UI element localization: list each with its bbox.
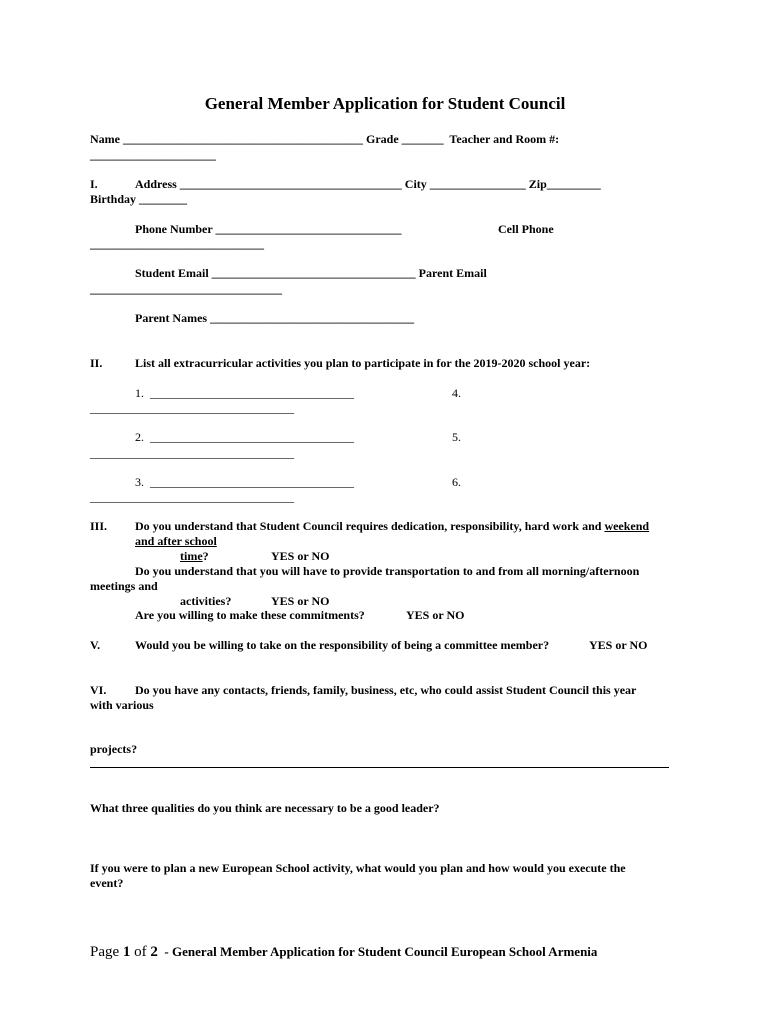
student-parent-email-row: Student Email __________________________________ Parent Email — [135, 266, 487, 280]
question-contacts: Do you have any contacts, friends, family, business, etc, who could assist Student Council this year — [135, 683, 637, 697]
activity-4-label: 4. — [452, 386, 461, 400]
question-commitments-answer: YES or NO — [406, 608, 465, 622]
section-6-number: VI. — [90, 683, 107, 697]
footer-document-name: - General Member Application for Student Council European School Armenia — [157, 944, 598, 959]
section-3-number: III. — [90, 519, 108, 533]
activity-4-field-continuation: __________________________________ — [90, 401, 294, 415]
parent-email-field-continuation: ________________________________ — [90, 282, 282, 296]
section-5-number: V. — [90, 638, 101, 652]
teacher-room-field-continuation: _____________________ — [90, 148, 216, 162]
address-city-zip-row: Address _____________________________________ City ________________ Zip_________ — [135, 177, 601, 191]
activity-1-field: 1. __________________________________ — [135, 386, 354, 400]
question-committee-answer: YES or NO — [589, 638, 648, 652]
activity-6-label: 6. — [452, 475, 461, 489]
name-grade-teacher-row: Name ________________________________________ Grade _______ Teacher and Room #: — [90, 132, 560, 146]
birthday-field: Birthday ________ — [90, 192, 188, 206]
document-title: General Member Application for Student Council — [204, 94, 566, 113]
question-committee: Would you be willing to take on the responsibility of being a committee member? — [135, 638, 550, 652]
activity-3-field: 3. __________________________________ — [135, 475, 354, 489]
time-underlined-word: time — [180, 549, 203, 563]
section-2-number: II. — [90, 356, 103, 370]
question-commitments: Are you willing to make these commitments? — [135, 608, 365, 622]
projects-answer-line — [90, 767, 669, 768]
question-transportation-answer: YES or NO — [271, 594, 330, 608]
time-question-mark: ? — [202, 549, 209, 563]
question-plan-activity: If you were to plan a new European School activity, what would you plan and how would you execute the — [90, 861, 626, 875]
question-transportation: Do you understand that you will have to provide transportation to and from all morning/afternoon — [135, 564, 640, 578]
section-2-question: List all extracurricular activities you plan to participate in for the 2019-2020 school year: — [135, 356, 591, 370]
activity-6-field-continuation: __________________________________ — [90, 490, 294, 504]
question-dedication — [135, 519, 649, 534]
question-contacts-projects: projects? — [90, 742, 138, 756]
weekend-underlined-word: weekend — [604, 519, 650, 533]
phone-number-field: Phone Number _______________________________ — [135, 222, 402, 236]
time-line — [180, 549, 209, 564]
footer-page-number: 1 — [122, 944, 131, 960]
page-footer — [90, 943, 597, 961]
activity-5-field-continuation: __________________________________ — [90, 446, 294, 460]
activity-2-field: 2. __________________________________ — [135, 430, 354, 444]
question-transportation-line-3: activities? — [180, 594, 232, 608]
parent-names-field: Parent Names __________________________________ — [135, 311, 415, 325]
footer-of-word: of — [130, 944, 151, 960]
question-dedication-line-2: and after school — [135, 534, 217, 548]
cell-phone-label: Cell Phone — [498, 222, 554, 236]
question-contacts-line-2: with various — [90, 698, 154, 712]
footer-page-word: Page — [90, 944, 123, 960]
question-dedication-answer: YES or NO — [271, 549, 330, 563]
question-transportation-line-2: meetings and — [90, 579, 158, 593]
cell-phone-field-continuation: _____________________________ — [90, 237, 264, 251]
activity-5-label: 5. — [452, 430, 461, 444]
question-plan-activity-line-2: event? — [90, 876, 124, 890]
section-1-number: I. — [90, 177, 98, 191]
question-dedication-text: Do you understand that Student Council requires dedication, responsibility, hard work and — [135, 519, 605, 533]
footer-page-total: 2 — [150, 944, 158, 960]
question-leader-qualities: What three qualities do you think are necessary to be a good leader? — [90, 801, 440, 815]
